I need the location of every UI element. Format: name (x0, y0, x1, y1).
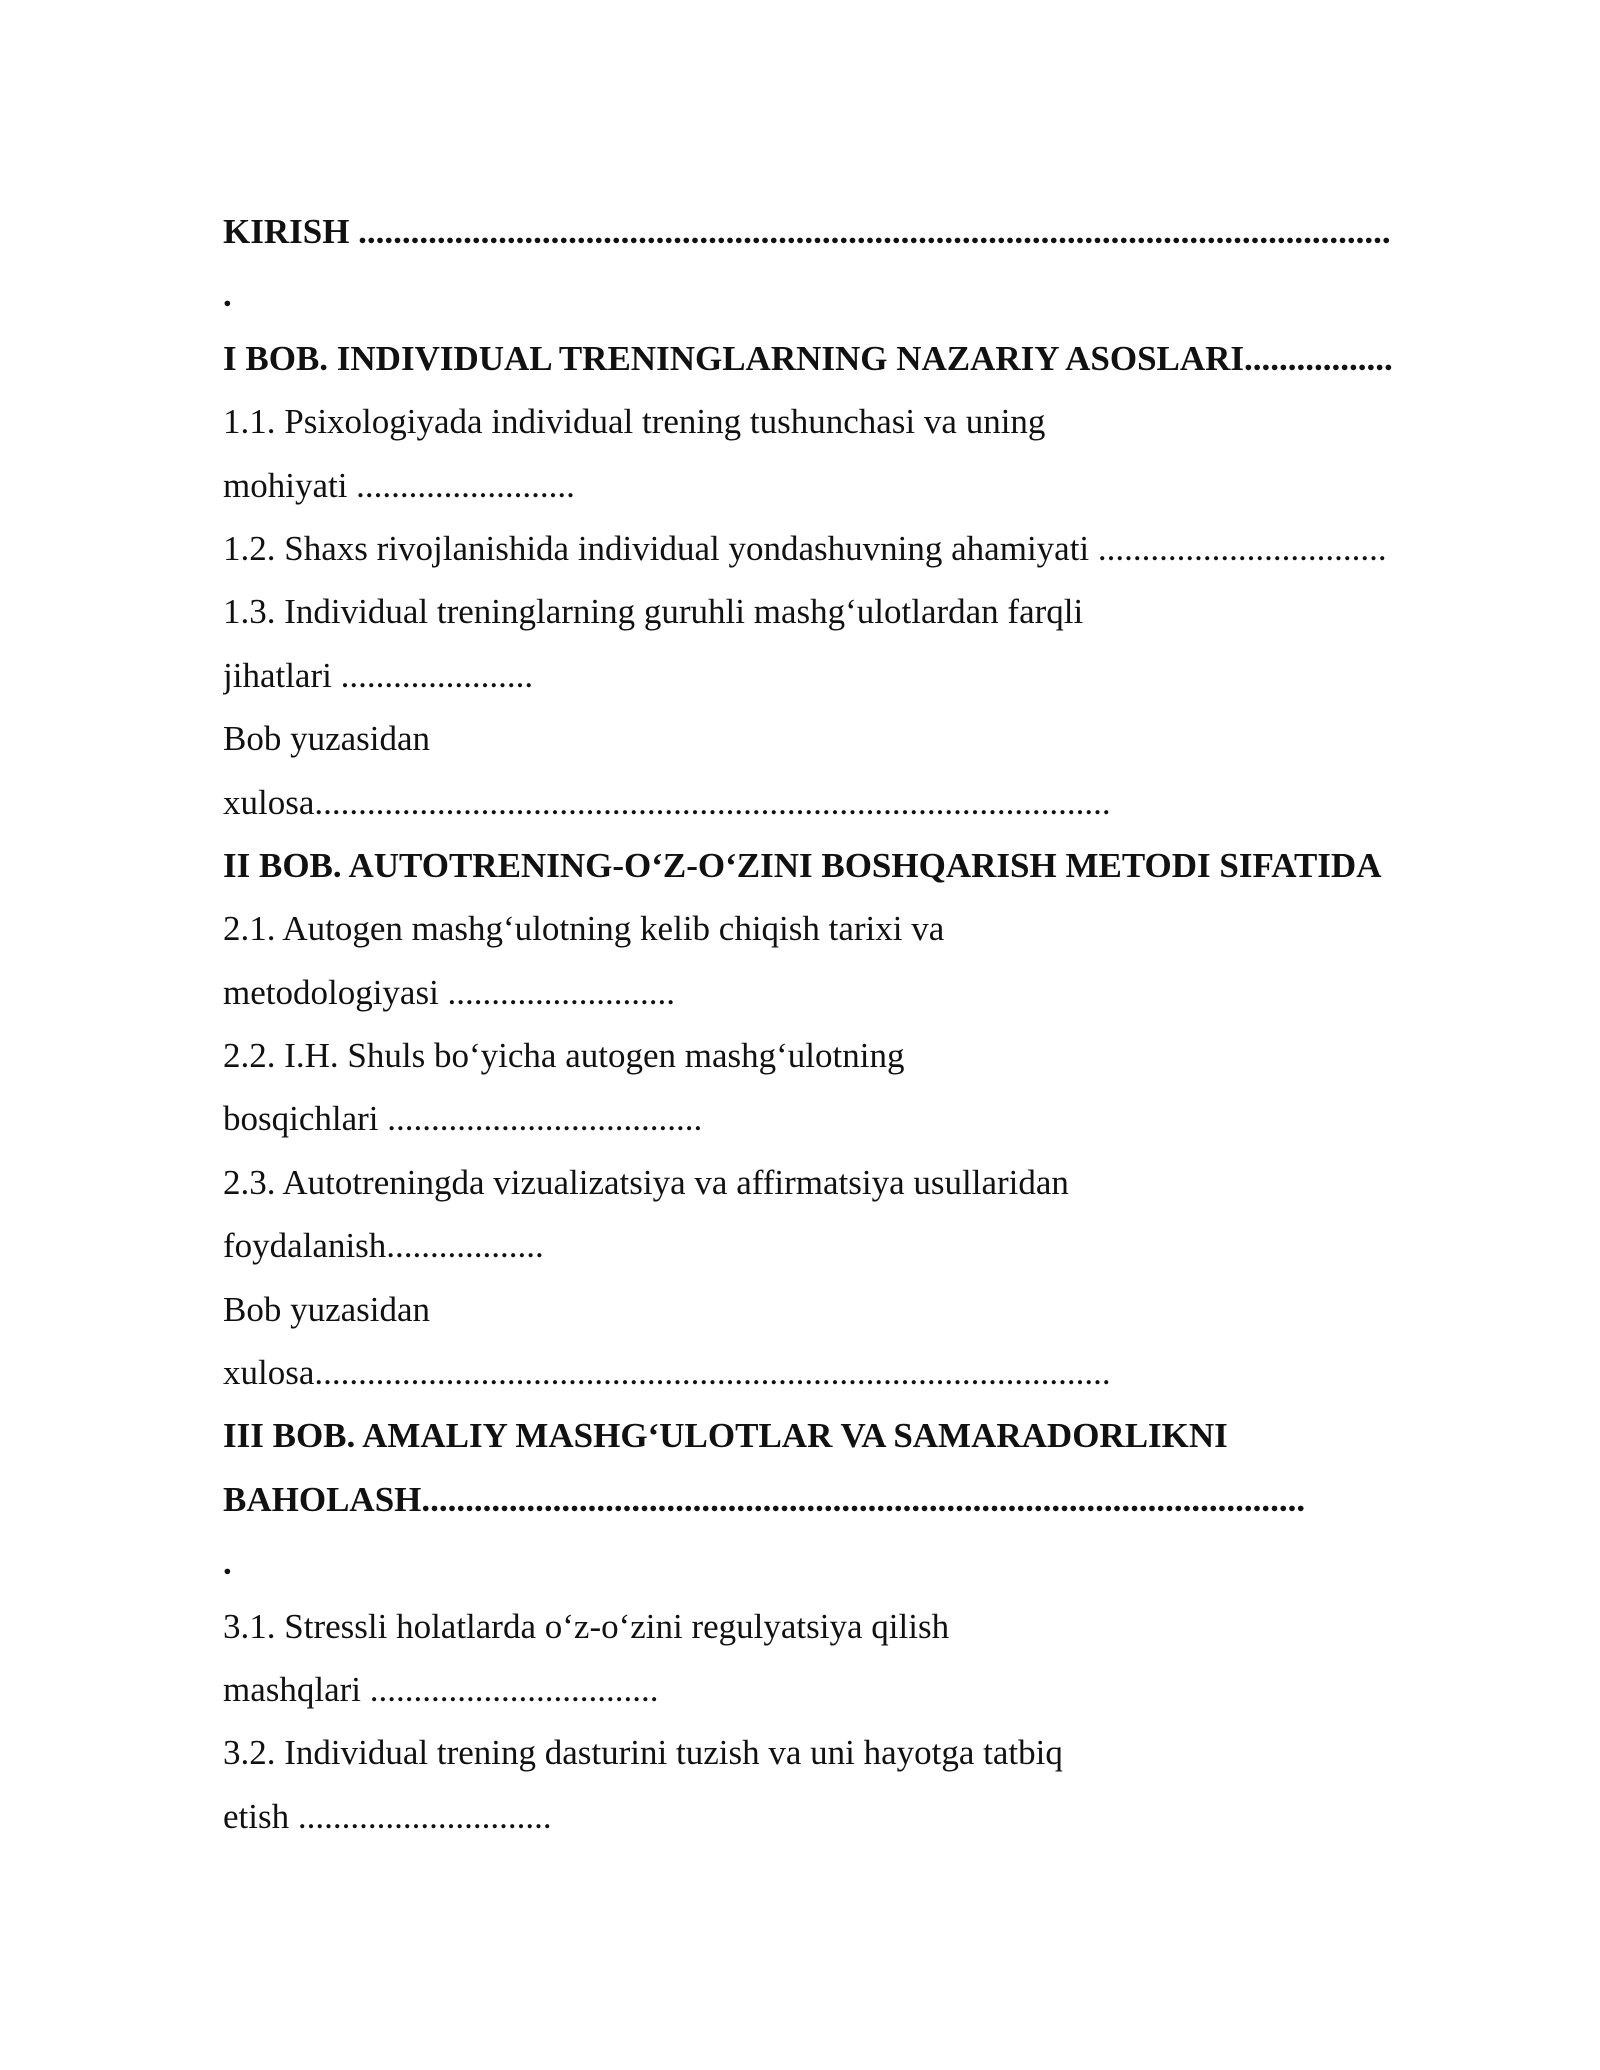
toc-entry-1-3: 1.3. Individual treninglarning guruhli mashg‘ulotlardan farqli (223, 592, 1084, 632)
toc-entry-chapter-1-conclusion: Bob yuzasidan (223, 719, 431, 759)
toc-entry-3-1: 3.1. Stressli holatlarda o‘z-o‘zini regulyatsiya qilish (223, 1606, 950, 1646)
toc-entry-1-1: 1.1. Psixologiyada individual trening tushunchasi va uning (223, 402, 1046, 442)
toc-entry-continuation: . (223, 275, 232, 315)
toc-entry-1-3-continued: jihatlari ...................... (223, 655, 534, 695)
toc-entry-continuation: . (223, 1543, 232, 1583)
table-of-contents (223, 200, 1463, 1848)
toc-entry-kirish: KIRISH ...................................................................................................................... (223, 212, 1391, 251)
toc-chapter-3-heading: III BOB. AMALIY MASHG‘ULOTLAR VA SAMARADORLIKNI (223, 1416, 1228, 1456)
toc-entry-2-3: 2.3. Autotreningda vizualizatsiya va affirmatsiya usullaridan (223, 1162, 1069, 1202)
toc-entry-3-2: 3.2. Individual trening dasturini tuzish va uni hayotga tatbiq (223, 1733, 1063, 1773)
toc-entry-chapter-2-conclusion: Bob yuzasidan (223, 1289, 431, 1329)
toc-entry-2-3-continued: foydalanish.................. (223, 1226, 544, 1266)
toc-entry-chapter-2-conclusion-continued: xulosa........................................................................................... (223, 1353, 1111, 1393)
toc-entry-2-2: 2.2. I.H. Shuls bo‘yicha autogen mashg‘ulotning (223, 1036, 905, 1076)
toc-entry-2-1-continued: metodologiyasi .......................... (223, 972, 676, 1012)
toc-chapter-1-heading: I BOB. INDIVIDUAL TRENINGLARNING NAZARIY ASOSLARI................. (223, 338, 1393, 378)
toc-entry-3-2-continued: etish ............................. (223, 1796, 552, 1836)
toc-chapter-2-heading: II BOB. AUTOTRENING-O‘Z-O‘ZINI BOSHQARISH METODI SIFATIDA (223, 845, 1382, 885)
toc-entry-1-2: 1.2. Shaxs rivojlanishida individual yondashuvning ahamiyati ................................. (223, 528, 1387, 568)
toc-entry-3-1-continued: mashqlari ................................. (223, 1669, 659, 1709)
toc-entry-2-1: 2.1. Autogen mashg‘ulotning kelib chiqish tarixi va (223, 909, 945, 949)
toc-entry-2-2-continued: bosqichlari .................................... (223, 1099, 703, 1139)
toc-chapter-3-heading-continued: BAHOLASH..................................................................................................... (223, 1479, 1306, 1519)
toc-entry-chapter-1-conclusion-continued: xulosa........................................................................................... (223, 782, 1111, 822)
toc-entry-1-1-continued: mohiyati ......................... (223, 465, 575, 505)
